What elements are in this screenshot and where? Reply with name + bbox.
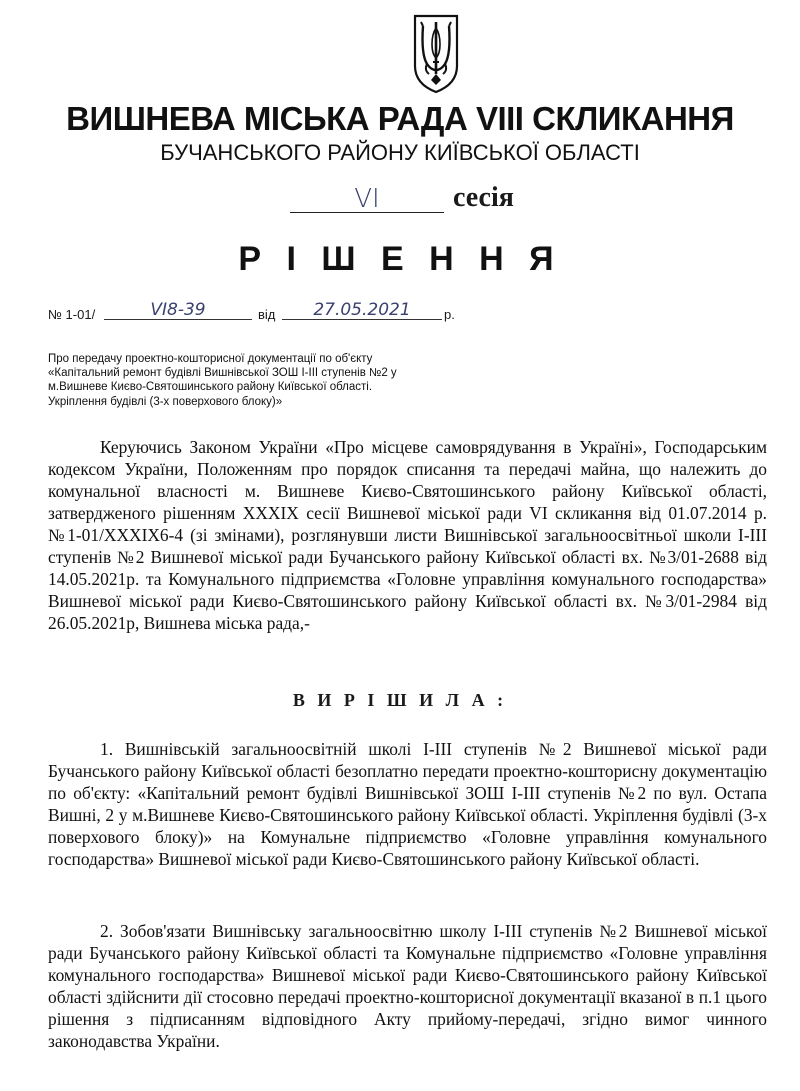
decision-item-2: 2. Зобов'язати Вишнівську загальноосвітню школу І-ІІІ ступенів №2 Вишневої міської ради Бучанського району Київської області та Комунальне підприємство «Головне управління комунального господарства» Вишневої міської ради Києво-Святошинського району Київської області здійснити дії стосовно передачі проектно-кошторисної документації вказаної в п.1 цього рішення з підписанням відповідного Акту прийому-передачі, згідно вимог чинного законодавства України. bbox=[48, 921, 767, 1051]
decision-heading: Р І Ш Е Н Н Я bbox=[238, 240, 562, 278]
session-line bbox=[290, 180, 590, 220]
council-title: ВИШНЕВА МІСЬКА РАДА VIII СКЛИКАННЯ bbox=[66, 100, 734, 137]
decision-number-line bbox=[48, 300, 455, 324]
council-subtitle: БУЧАНСЬКОГО РАЙОНУ КИЇВСЬКОЇ ОБЛАСТІ bbox=[160, 140, 640, 165]
decision-item-1: 1. Вишнівській загальноосвітній школі І-ІІІ ступенів №2 Вишневої міської ради Бучанського району Київської області безоплатно передати проектно-кошторисну документацію по об'єкту: «Капітальний ремонт будівлі Вишнівської ЗОШ І-ІІІ ступенів №2 по вул. Остапа Вишні, 2 у м.Вишневе Києво-Святошинського району Київської області. Укріплення будівлі (3-х поверхового блоку)» на Комунальне підприємство «Головне управління комунального господарства» Вишневої міської ради Києво-Святошинського району Київської області. bbox=[48, 739, 767, 869]
date-suffix: р. bbox=[444, 307, 455, 322]
decision-subject: Про передачу проектно-кошторисної документації по об'єкту «Капітальний ремонт будівлі Вишнівської ЗОШ І-ІІІ ступенів №2 у м.Вишневе Києво-Святошинського району Київської області. Укріплення будівлі (3-х поверхового блоку)» bbox=[48, 353, 397, 408]
resolved-heading: В И Р І Ш И Л А : bbox=[292, 690, 508, 710]
decision-date-handwritten: 27.05.2021 bbox=[282, 300, 442, 320]
date-prefix: від bbox=[258, 307, 276, 322]
preamble-paragraph: Керуючись Законом України «Про місцеве самоврядування в Україні», Господарським кодексом України, Положенням про порядок списання та передачі майна, що належить до комунальної власності м. Вишневе Києво-Святошинського району Київської області, затвердженого рішенням XXXIX сесії Вишневої міської ради VI скликання від 01.07.2014 р. №1-01/XXXIX6-4 (зі змінами), розглянувши листи Вишнівської загальноосвітньої школи І-ІІІ ступенів №2 Вишневої міської ради Бучанського району Київської області вх. №3/01-2688 від 14.05.2021р. та Комунального підприємства «Головне управління комунального господарства» Вишневої міської ради Києво-Святошинського району Київської області вх. №3/01-2984 від 26.05.2021р, Вишнева міська рада,- bbox=[48, 437, 767, 633]
session-number-handwritten: VI bbox=[290, 180, 444, 213]
session-label: сесія bbox=[453, 182, 514, 213]
decision-number-prefix: № 1-01/ bbox=[48, 307, 96, 322]
trident-coat-of-arms-icon bbox=[411, 14, 461, 94]
decision-number-handwritten: VI8-39 bbox=[104, 300, 252, 320]
